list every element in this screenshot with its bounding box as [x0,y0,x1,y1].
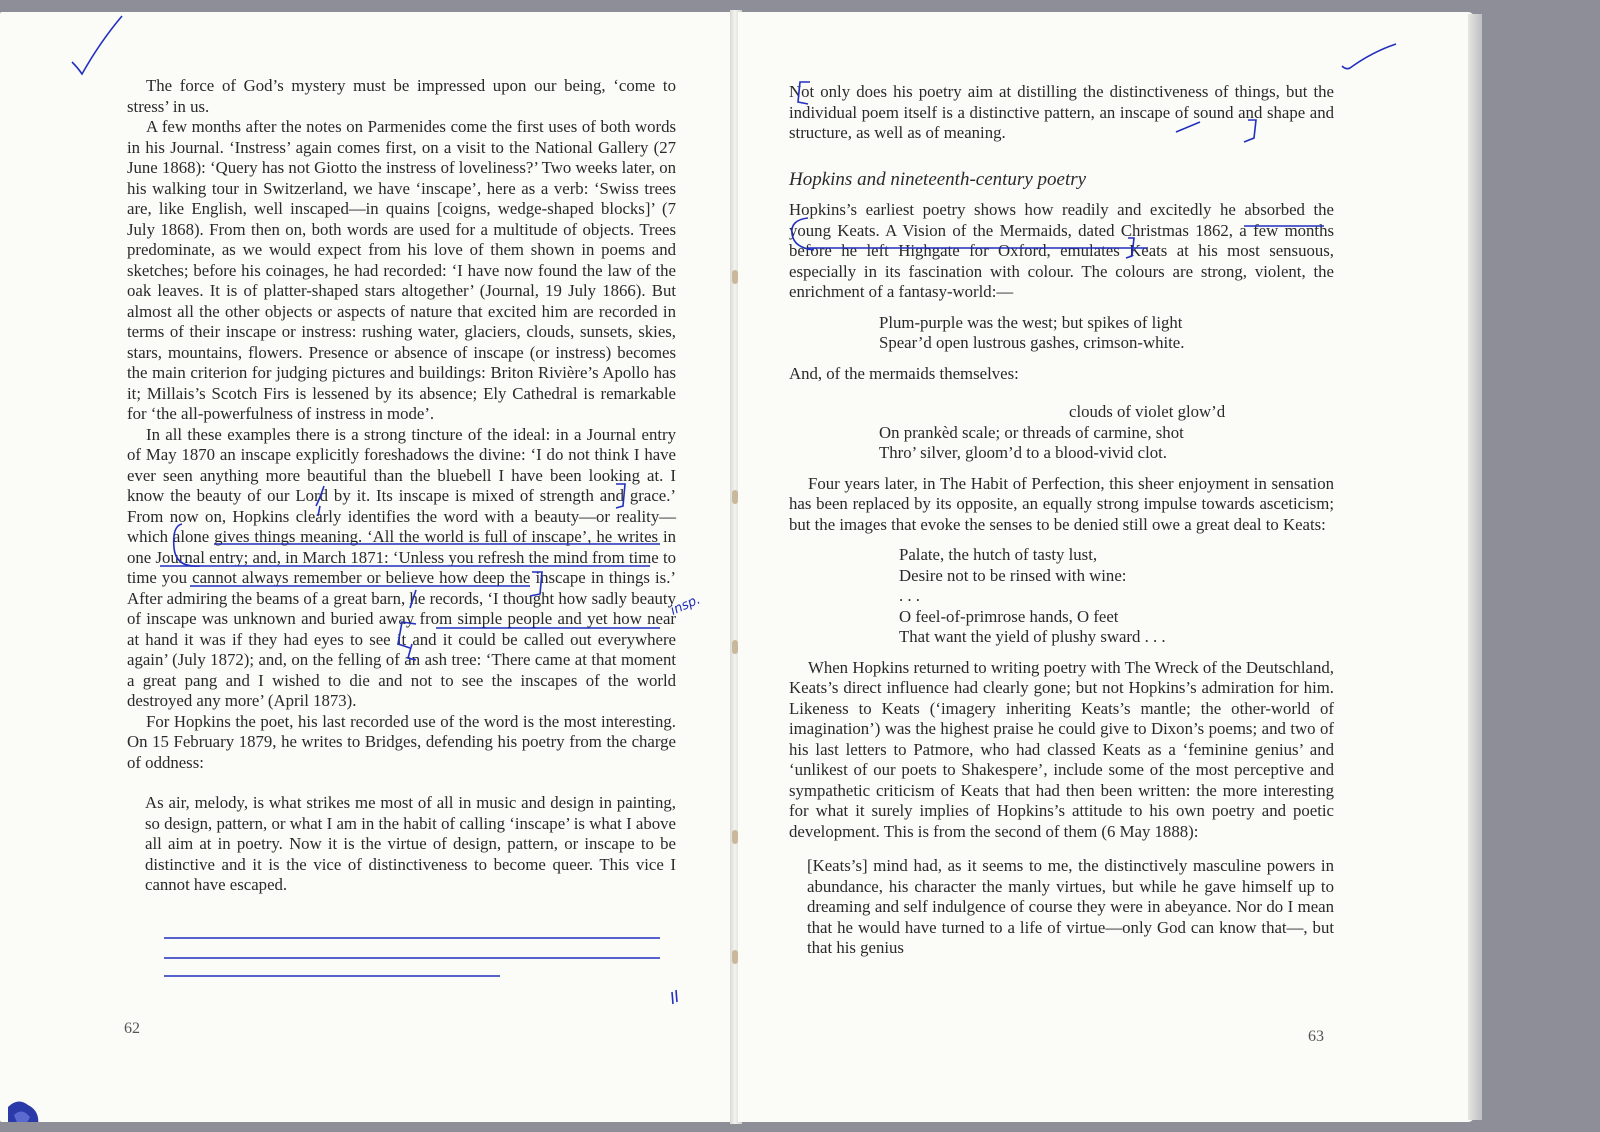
checkmark-icon [1336,40,1406,80]
verse-line: Spear’d open lustrous gashes, crimson-white. [879,333,1185,352]
block-quote: As air, melody, is what strikes me most of all in music and design in painting, so design, pattern, or what I am in the habit of calling ‘inscape’ is what I above all aim at in poetry. Now it is the virtue of design, pattern, or inscape to be distinctive and it is the vice of distinctiveness to become queer. This vice I cannot have escaped. [145,793,676,894]
left-page [0,12,734,1122]
paragraph: Not only does his poetry aim at distilling the distinctiveness of things, but the individual poem itself is a distinctive pattern, an inscape of sound and shape and structure, as well as of meaning. [789,82,1334,142]
pen-annotations [768,72,1328,272]
verse-line: Plum-purple was the west; but spikes of light [879,312,1183,332]
paragraph: A few months after the notes on Parmenides come the first uses of both words in his Journal. ‘Instress’ again comes first, on a visit to the National Gallery (27 June 1868): ‘Query has not Giotto the instress of loveliness?’ Two weeks later, on his walking tour in Switzerland, we have ‘inscape’, here as a verb: ‘Swiss trees are, like English, well inscaped—in quains [coigns, wedge-shaped blocks]’ (7 July 1868). From then on, both words are used for a multitude of objects. Trees predominate, as we would expect from his love of them shown in poems and sketches; before his coinages, he had recorded: ‘I have now found the law of the oak leaves. It is of platter-shaped stars altogether’ (Journal, 19 July 1866). But almost all the other objects or aspects of nature that excited him are recorded in terms of their inscape or instress: rushing water, glaciers, clouds, sunsets, skies, stars, mountains, flowers. Presence or absence of inscape (or instress) becomes the main criterion for judging pictures and buildings: Briton Rivière’s Apollo has it; Millais’s Scotch Firs is lessened by its absence; Ely Cathedral is remarkable for ‘the all-powerfulness of instress in mode’. [127,117,676,423]
verse-line: Palate, the hutch of tasty lust, [899,545,1098,564]
verse-line: Thro’ silver, gloom’d to a blood-vivid clot. [879,443,1167,462]
verse-excerpt [789,545,1334,648]
page-number: 62 [124,1020,140,1037]
checkmark-icon [60,12,140,82]
verse-line: Desire not to be rinsed with wine: [899,565,1127,585]
verse-excerpt [789,402,1334,464]
paragraph: When Hopkins returned to writing poetry with The Wreck of the Deutschland, Keats’s direct influence had clearly gone; but not Hopkins’s admiration for him. Likeness to Keats (‘imagery inheriting Keats’s mantle; the other-world of imagination’) was the highest praise he could give to Dixon’s poems; and two of his last letters to Patmore, who had classed Keats as a ‘feminine genius’ and ‘unlikest of our poets to Shakespere’, include some of the most perceptive and sympathetic criticism of Keats that had then been written: the more interesting for what it surely implies of Hopkins’s attitude to his own poetry and poetic development. This is from the second of them (6 May 1888): [789,657,1334,841]
section-heading: Hopkins and nineteenth-century poetry [789,168,1087,190]
verse-line: . . . [899,586,920,605]
paragraph: In all these examples there is a strong tincture of the ideal: in a Journal entry of May 1870 an inscape explicitly foreshadows the divine: ‘I do not think I have ever seen anything more beautiful than the bluebell I have been looking at. I know the beauty of our Lord by it. Its inscape is mixed of strength and grace.’ From now on, Hopkins clearly identifies the word with a beauty—or reality—which alone gives things meaning. ‘All the world is full of inscape’, he writes in one Journal entry; and, in March 1871: ‘Unless you refresh the mind from time to time you cannot always remember or believe how deep the inscape in things is.’ After admiring the beams of a great barn, he records, ‘I thought how sadly beauty of inscape was unknown and buried away from simple people and yet how near at hand it was if they had eyes to see it and it could be called out everywhere again’ (July 1872); and, on the felling of an ash tree: ‘There came at that moment a great pang and I wished to die and not to see the inscapes of the world destroyed any more’ (April 1873). [127,424,676,710]
verse-line: That want the yield of plushy sward . . . [899,627,1166,646]
ink-blot-icon [4,1097,44,1122]
right-page [738,12,1474,1122]
paragraph: Hopkins’s earliest poetry shows how readily and excitedly he absorbed the young Keats. A Vision of the Mermaids, dated Christmas 1862, a few months before he left Highgate for Oxford, emulates Keats at his most sensuous, especially in its fascination with colour. The colours are strong, violent, the enrichment of a fantasy-world:— [789,200,1334,301]
page-edge [1468,14,1482,1120]
verse-excerpt [789,313,1334,354]
page-number: 63 [1308,1028,1324,1045]
verse-line: On prankèd scale; or threads of carmine, shot [879,422,1184,442]
margin-note: insp. [668,592,703,619]
verse-line: O feel-of-primrose hands, O feet [899,606,1119,626]
block-quote: [Keats’s] mind had, as it seems to me, the distinctively masculine powers in abundance, his character the manly virtues, but while he gave himself up to dreaming and self indulgence of course they were in abeyance. Nor do I mean that he would have turned to a life of virtue—only God can know that—, but that his genius [807,856,1334,957]
verse-line: clouds of violet glow’d [1069,402,1226,421]
paragraph: And, of the mermaids themselves: [789,363,1019,383]
pen-annotations [120,472,680,1012]
paragraph: The force of God’s mystery must be impressed upon our being, ‘come to stress’ in us. [127,76,676,116]
paragraph: Four years later, in The Habit of Perfection, this sheer enjoyment in sensation has been replaced by its opposite, an equally strong impulse towards asceticism; but the images that evoke the senses to be denied still owe a great deal to Keats: [789,473,1334,534]
paragraph: For Hopkins the poet, his last recorded use of the word is the most interesting. On 15 February 1879, he writes to Bridges, defending his poetry from the charge of oddness: [127,711,676,772]
